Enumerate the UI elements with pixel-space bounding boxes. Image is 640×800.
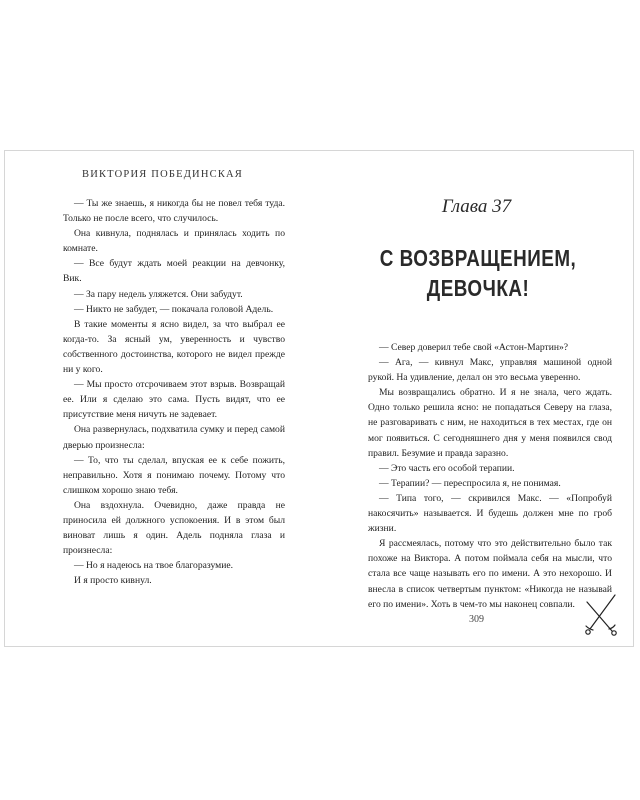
paragraph: — За пару недель уляжется. Они забудут. bbox=[74, 288, 243, 300]
chapter-number: Глава 37 bbox=[441, 196, 512, 217]
paragraph: — Все будут ждать моей реакции на девчонку, Вик. bbox=[63, 258, 285, 285]
paragraph: — То, что ты сделал, впуская ее к себе пожить, неправильно. Хотя я понимаю почему. Потому что слишком хорошо знаю тебя. bbox=[63, 454, 285, 496]
paragraph: В такие моменты я ясно видел, за что выбрал ее когда-то. За ясный ум, уверенность и чувство собственного достоинства, которого не видел прежде ни у кого. bbox=[63, 318, 285, 376]
paragraph: — Мы просто отсрочиваем этот взрыв. Возвращай ее. Или я сделаю это сама. Пусть видят, что ее присутствие меня ничуть не задевает. bbox=[63, 379, 285, 421]
paragraph: Она развернулась, подхватила сумку и перед самой дверью произнесла: bbox=[63, 424, 285, 451]
paragraph: Она кивнула, поднялась и принялась ходить по комнате. bbox=[63, 228, 285, 255]
left-page bbox=[5, 151, 320, 646]
right-page bbox=[320, 151, 633, 646]
paragraph: — Но я надеюсь на твое благоразумие. bbox=[74, 560, 234, 572]
paragraph: — Север доверил тебе свой «Астон-Мартин»? bbox=[379, 342, 569, 353]
paragraph: — Ага, — кивнул Макс, управляя машиной одной рукой. На удивление, делал он это весьма уверенно. bbox=[368, 357, 612, 384]
paragraph: — Это часть его особой терапии. bbox=[379, 462, 515, 474]
paragraph: — Типа того, — скривился Макс. — «Попробуй накосячить» называется. И будешь должен мне по гроб жизни. bbox=[368, 492, 612, 535]
running-head: ВИКТОРИЯ ПОБЕДИНСКАЯ bbox=[81, 169, 244, 180]
book-spread bbox=[4, 150, 634, 647]
left-text-column bbox=[63, 196, 285, 588]
paragraph: И я просто кивнул. bbox=[74, 575, 152, 587]
chapter-title bbox=[373, 243, 583, 303]
page-number: 309 bbox=[469, 614, 484, 625]
chapter-title-line: С ВОЗВРАЩЕНИЕМ, bbox=[379, 245, 577, 271]
right-text-column bbox=[368, 340, 612, 612]
paragraph: Мы возвращались обратно. И я не знала, чего ждать. Одно только решила ясно: не попадаться Северу на глаза, не разговаривать с ним, не находиться в тех местах, где он мог появиться. С сегодняшнего дня у меня появился свод правил. Безумие и правда заразно. bbox=[368, 387, 612, 459]
paragraph: Она вздохнула. Очевидно, даже правда не приносила ей должного успокоения. И в этом был виноват лишь я один. Адель подняла глаза и произнесла: bbox=[63, 499, 285, 557]
paragraph: Я рассмеялась, потому что это действительно было так похоже на Виктора. А потом поймала себя на мысли, что стала все чаще называть его по имени. А это нехорошо. И внесла в список четвертым пунктом: «Никогда не называй его по имени». Хоть в чем-то мы наконец совпали. bbox=[368, 538, 612, 610]
crossed-swords-icon bbox=[581, 593, 621, 638]
chapter-title-line: ДЕВОЧКА! bbox=[426, 275, 530, 301]
paragraph: — Ты же знаешь, я никогда бы не повел тебя туда. Только не после всего, что случилось. bbox=[63, 198, 285, 225]
paragraph: — Терапии? — переспросила я, не понимая. bbox=[379, 477, 561, 489]
paragraph: — Никто не забудет, — покачала головой Адель. bbox=[74, 303, 274, 315]
